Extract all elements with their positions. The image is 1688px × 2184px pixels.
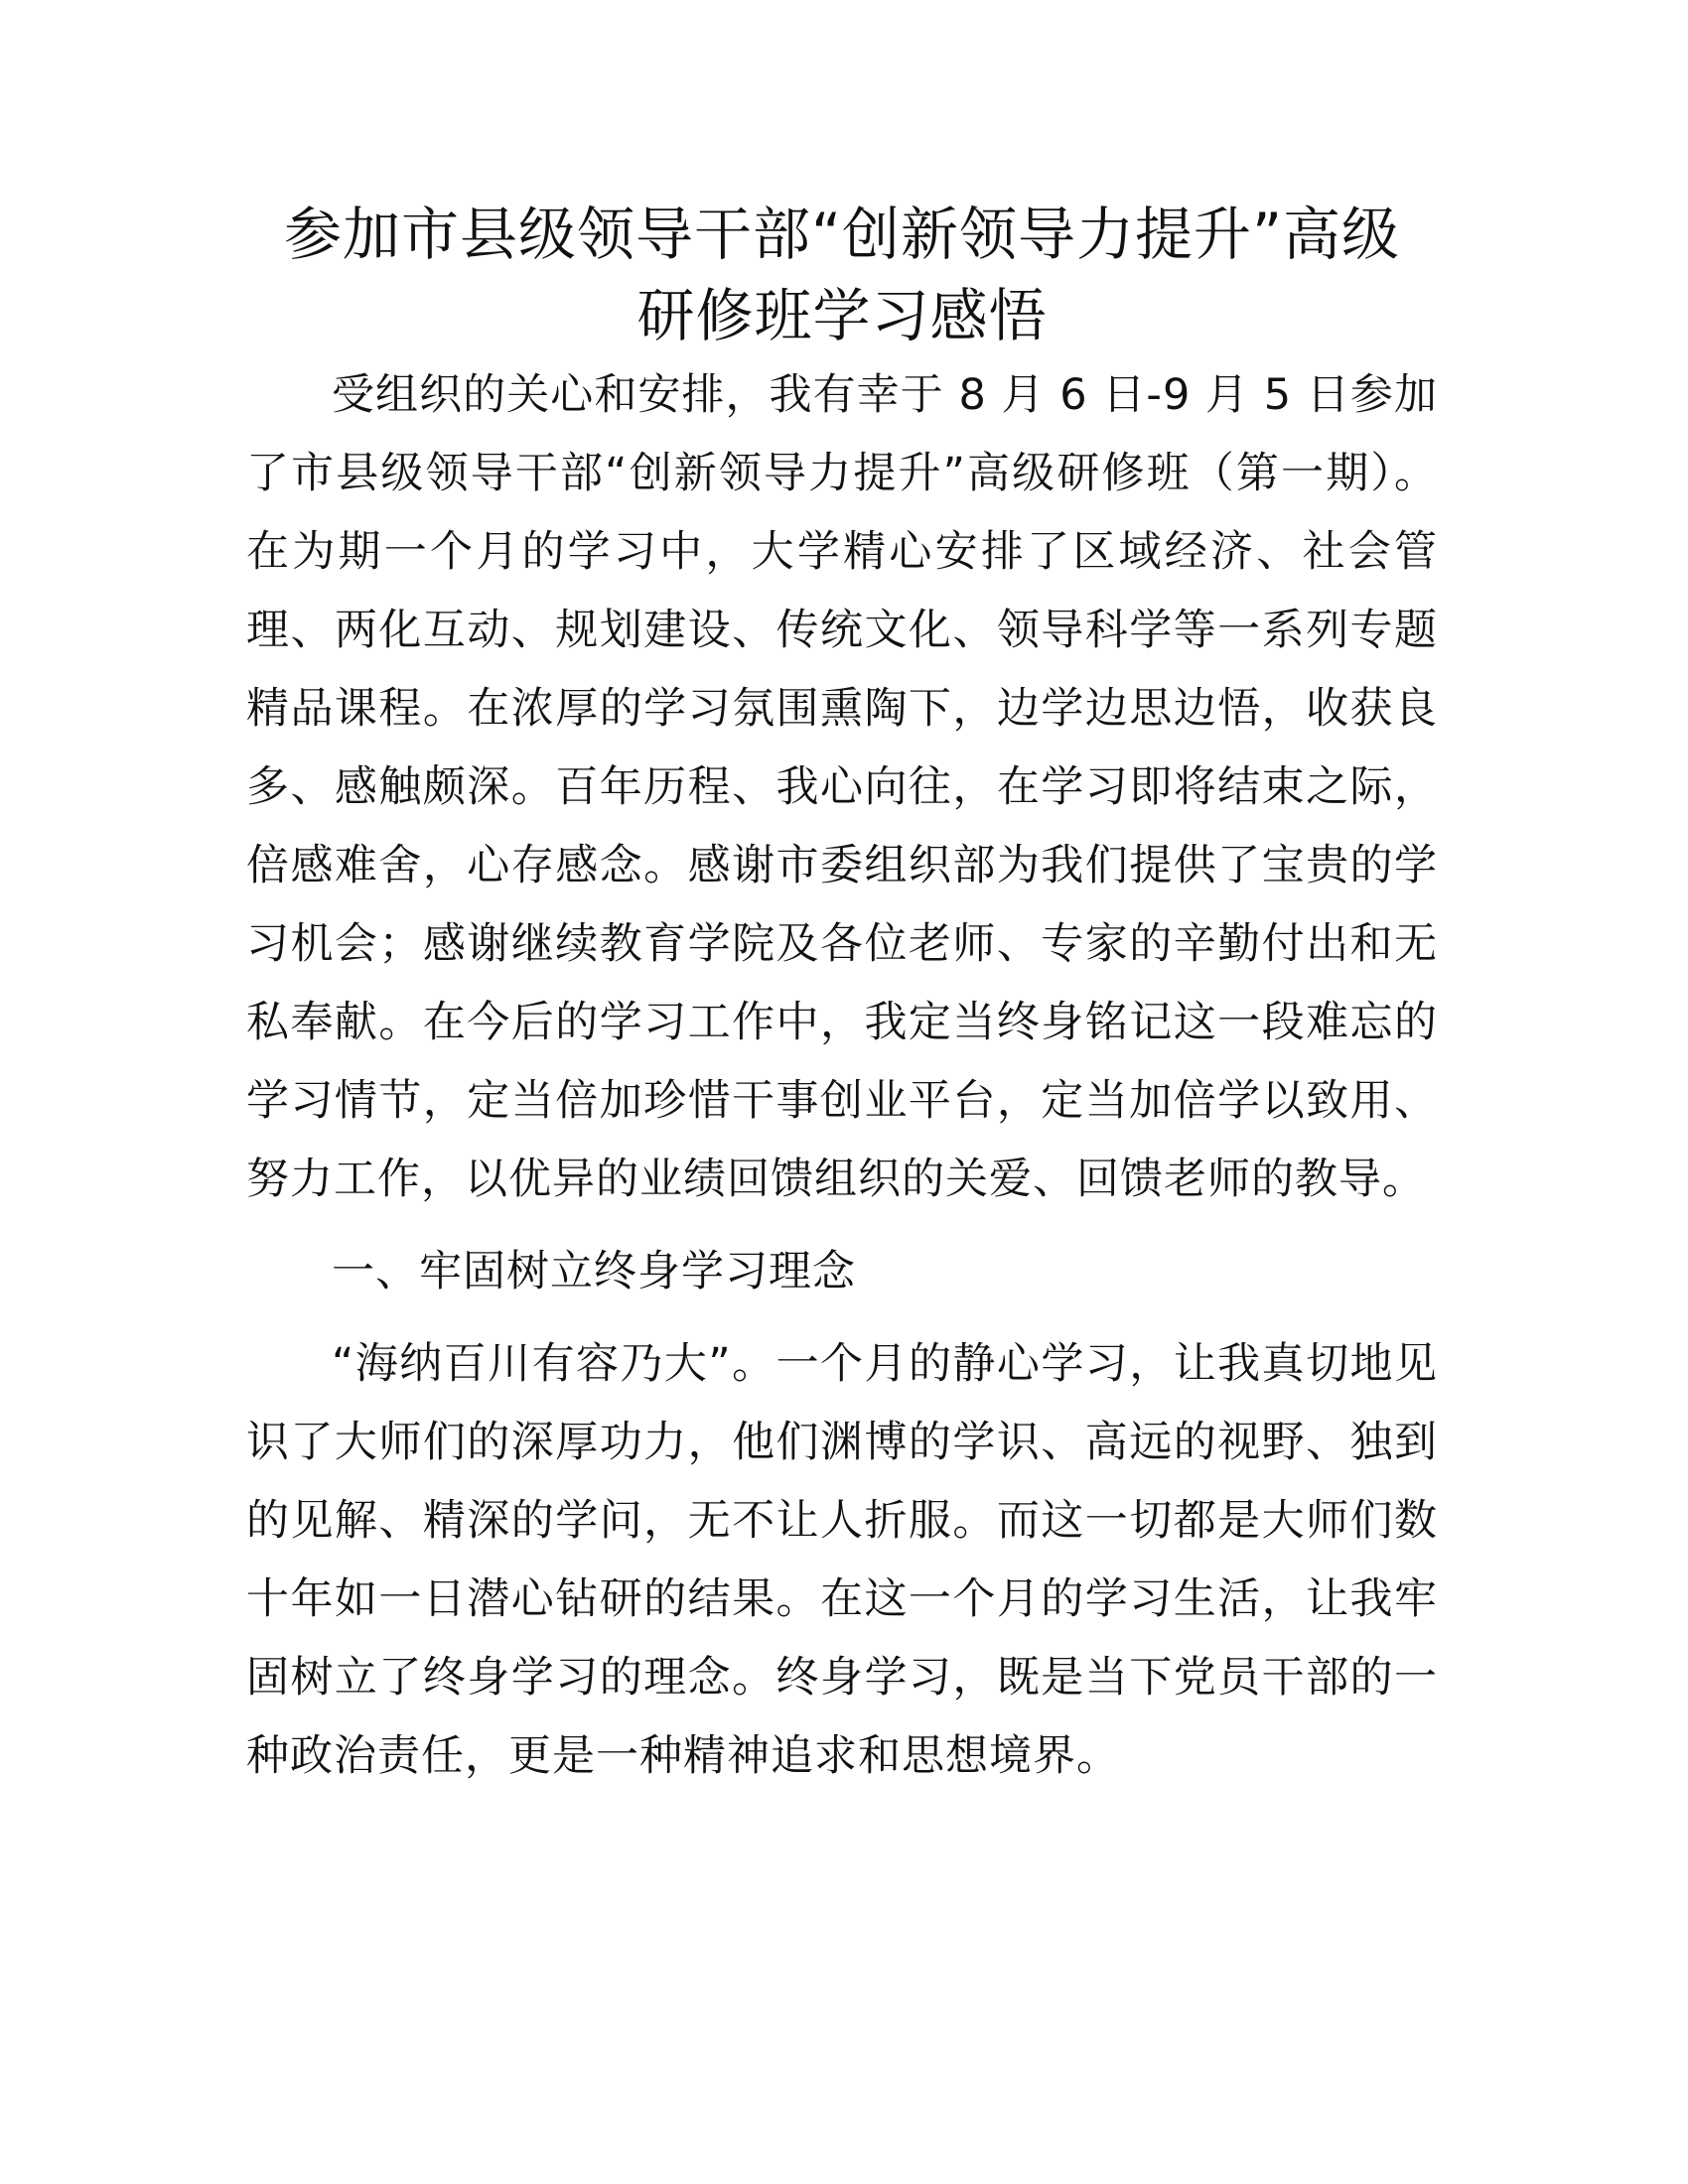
section-heading-1: 一、牢固树立终身学习理念 — [332, 1247, 856, 1297]
document-page — [246, 194, 1438, 1796]
document-title-line-1: 参加市县级领导干部“创新领导力提升”高级 — [283, 201, 1401, 268]
document-title-line-2: 研修班学习感悟 — [636, 282, 1048, 349]
body-paragraph-intro: 受组织的关心和安排，我有幸于 8 月 6 日-9 月 5 日参加了市县级领导干部“创新领导力提升”高级研修班（第一期）。在为期一个月的学习中，大学精心安排了区域经济、社会管理、两化互动、规划建设、传统文化、领导科学等一系列专题精品课程。在浓厚的学习氛围熏陶下，边学边思边悟，收获良多、感触颇深。百年历程、我心向往，在学习即将结束之际，倍感难舍，心存感念。感谢市委组织部为我们提供了宝贵的学习机会；感谢继续教育学院及各位老师、专家的辛勤付出和无私奉献。在今后的学习工作中，我定当终身铭记这一段难忘的学习情节，定当倍加珍惜干事创业平台，定当加倍学以致用、努力工作，以优异的业绩回馈组织的关爱、回馈老师的教导。 — [246, 370, 1438, 1204]
document-title — [246, 194, 1438, 356]
body-paragraph-section-1: “海纳百川有容乃大”。一个月的静心学习，让我真切地见识了大师们的深厚功力，他们渊博的学识、高远的视野、独到的见解、精深的学问，无不让人折服。而这一切都是大师们数十年如一日潜心钻研的结果。在这一个月的学习生活，让我牢固树立了终身学习的理念。终身学习，既是当下党员干部的一种政治责任，更是一种精神追求和思想境界。 — [246, 1339, 1438, 1781]
